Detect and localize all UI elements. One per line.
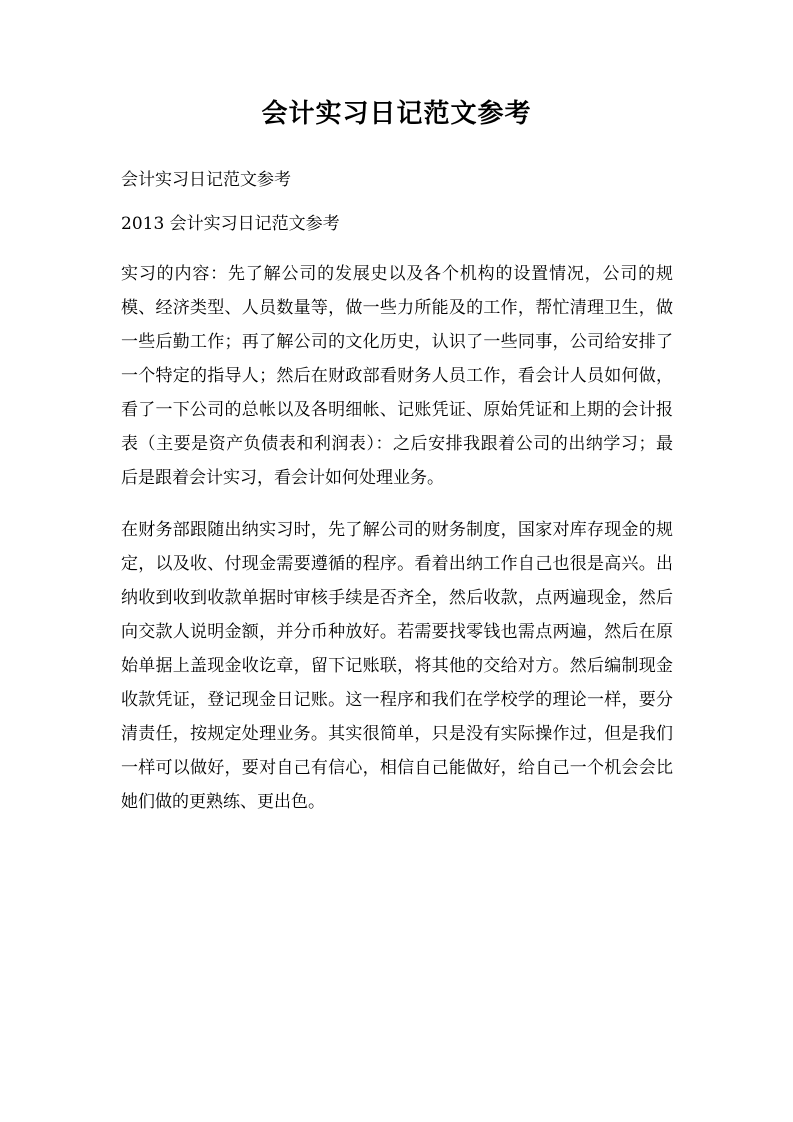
paragraph-cashier-practice: 在财务部跟随出纳实习时，先了解公司的财务制度，国家对库存现金的规定，以及收、付现金需要遵循的程序。看着出纳工作自己也很是高兴。出纳收到收到收款单据时审核手续是否齐全，然后收款，点两遍现金，然后向交款人说明金额，并分币种放好。若需要找零钱也需点两遍，然后在原始单据上盖现金收讫章，留下记账联，将其他的交给对方。然后编制现金收款凭证，登记现金日记账。这一程序和我们在学校学的理论一样，要分清责任，按规定处理业务。其实很简单，只是没有实际操作过，但是我们一样可以做好，要对自己有信心，相信自己能做好，给自己一个机会会比她们做的更熟练、更出色。 [121, 520, 673, 812]
document-subheading: 2013 会计实习日记范文参考 [121, 214, 340, 234]
paragraph-internship-content: 实习的内容：先了解公司的发展史以及各个机构的设置情况，公司的规模、经济类型、人员数量等，做一些力所能及的工作，帮忙清理卫生，做一些后勤工作；再了解公司的文化历史，认识了一些同事，公司给安排了一个特定的指导人；然后在财政部看财务人员工作，看会计人员如何做，看了一下公司的总帐以及各明细帐、记账凭证、原始凭证和上期的会计报表（主要是资产负债表和利润表）：之后安排我跟着公司的出纳学习；最后是跟着会计实习，看会计如何处理业务。 [121, 264, 673, 488]
document-subtitle: 会计实习日记范文参考 [121, 170, 291, 190]
document-body [121, 163, 673, 819]
document-title: 会计实习日记范文参考 [261, 99, 532, 129]
